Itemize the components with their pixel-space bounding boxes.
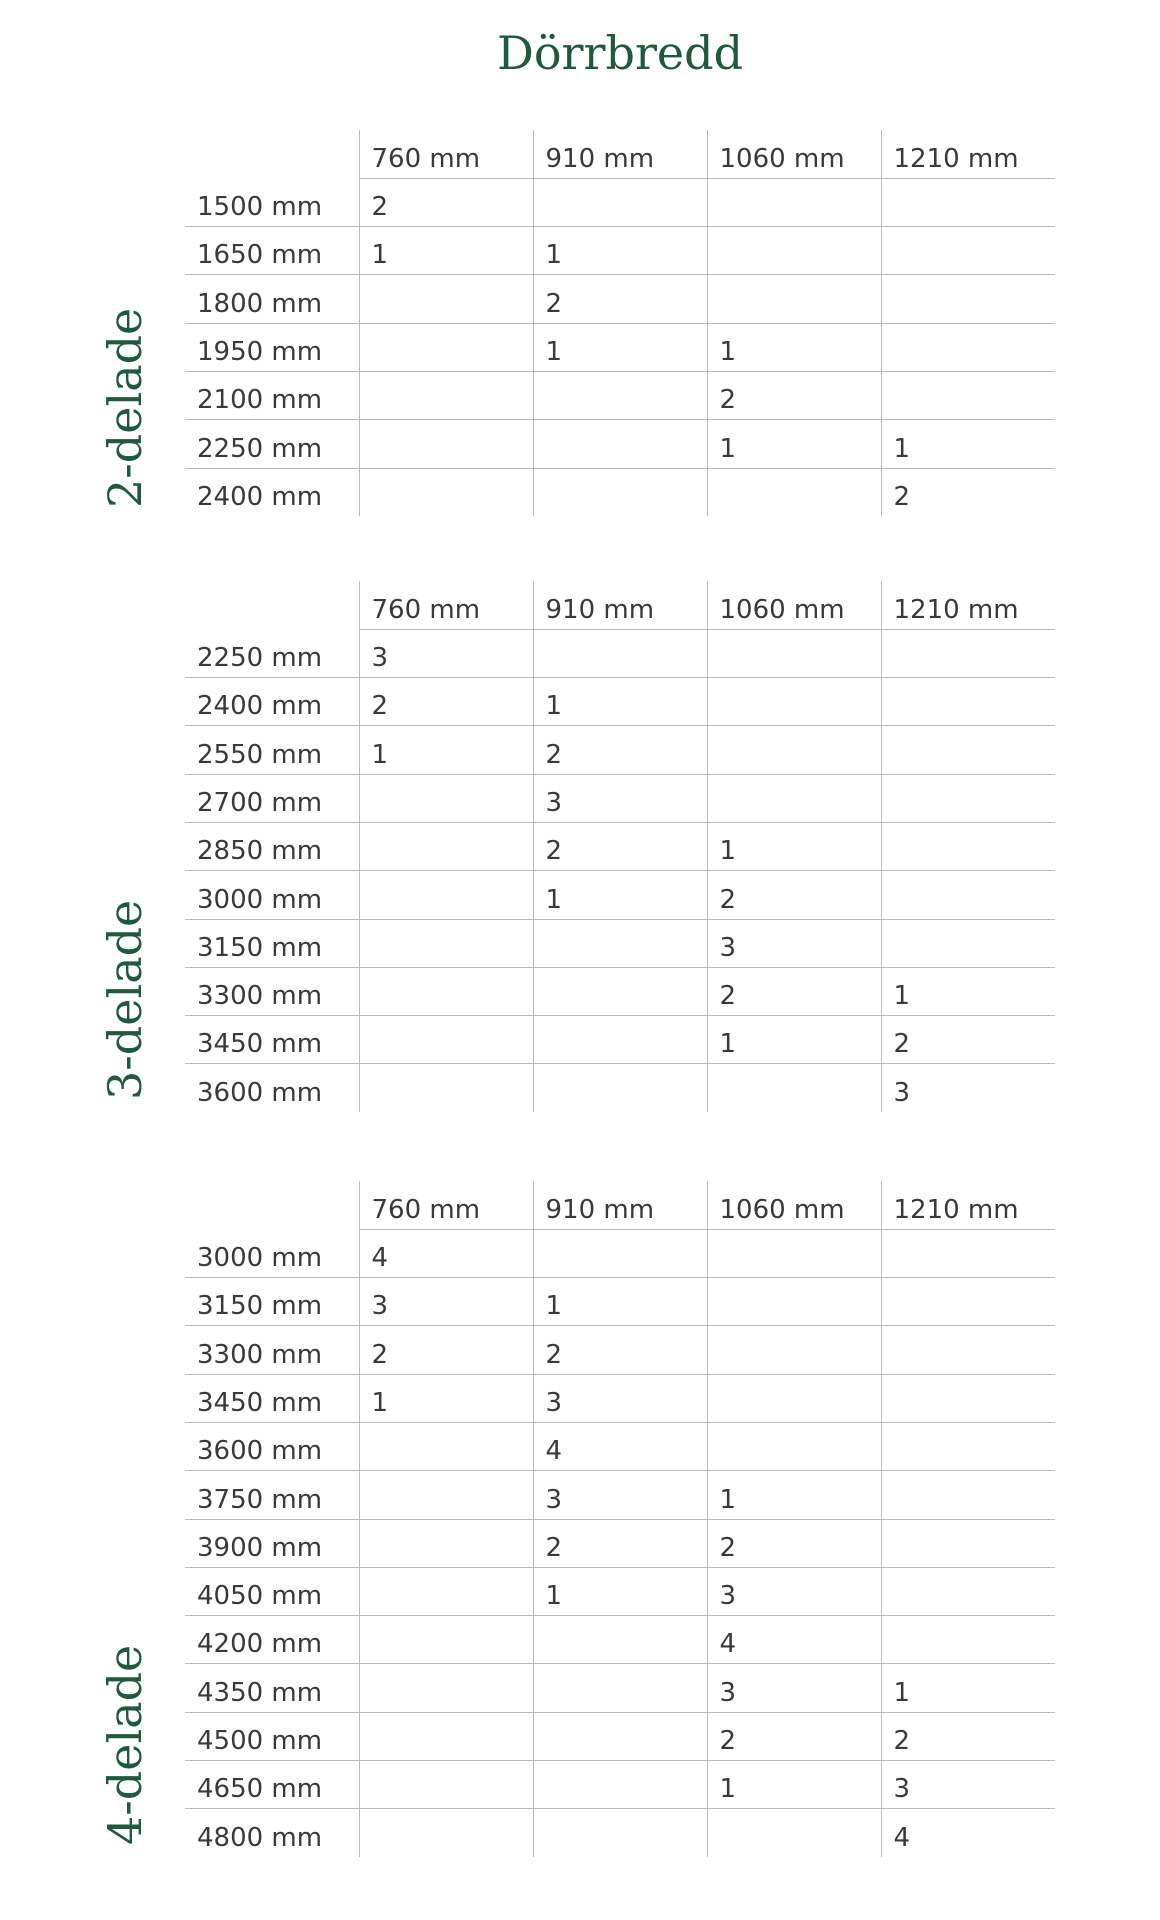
panel-count-cell: 1 — [707, 822, 881, 870]
row-width-label: 3000 mm — [185, 1229, 359, 1277]
panel-count-cell — [533, 919, 707, 967]
panel-count-cell: 2 — [533, 275, 707, 323]
panel-count-cell: 2 — [359, 178, 533, 226]
row-width-label: 3300 mm — [185, 1326, 359, 1374]
table-row — [185, 1519, 1055, 1567]
panel-count-cell — [359, 1519, 533, 1567]
panel-count-cell: 1 — [359, 1374, 533, 1422]
panel-count-cell — [359, 1664, 533, 1712]
row-width-label: 3450 mm — [185, 1016, 359, 1064]
row-width-label: 3600 mm — [197, 1078, 323, 1109]
panel-count-cell — [359, 371, 533, 419]
table-row — [185, 1278, 1055, 1326]
panel-count-cell: 2 — [881, 468, 1055, 516]
table-header-row — [185, 581, 1055, 629]
panel-count-cell: 1 — [533, 227, 707, 275]
header-corner — [185, 581, 359, 629]
row-width-label: 4350 mm — [185, 1664, 359, 1712]
column-header: 1060 mm — [707, 1181, 881, 1229]
table-row — [185, 371, 1055, 419]
panel-count-cell: 1 — [359, 726, 533, 774]
panel-count-cell: 3 — [707, 919, 881, 967]
column-header: 1060 mm — [707, 581, 881, 629]
panel-count-cell: 3 — [533, 1374, 707, 1422]
row-width-label: 3450 mm — [185, 1374, 359, 1422]
table-row — [185, 468, 1055, 516]
table-row — [185, 678, 1055, 726]
panel-count-cell: 1 — [881, 967, 1055, 1015]
panel-count-cell — [881, 822, 1055, 870]
panel-count-cell: 2 — [359, 678, 533, 726]
panel-count-cell — [533, 629, 707, 677]
column-header: 1210 mm — [881, 130, 1055, 178]
panel-count-cell: 1 — [707, 1761, 881, 1809]
panel-count-cell: 1 — [881, 420, 1055, 468]
panel-count-cell: 1 — [707, 323, 881, 371]
row-width-label: 2400 mm — [185, 678, 359, 726]
panel-count-cell — [359, 774, 533, 822]
panel-count-cell — [359, 1809, 533, 1857]
table-row — [185, 1761, 1055, 1809]
panel-count-cell — [533, 1664, 707, 1712]
panel-count-cell: 2 — [359, 1326, 533, 1374]
panel-count-cell — [881, 1616, 1055, 1664]
table-row — [185, 774, 1055, 822]
table-row — [185, 1567, 1055, 1615]
panel-count-cell — [533, 420, 707, 468]
panel-count-cell: 1 — [533, 1567, 707, 1615]
panel-count-cell — [359, 1016, 533, 1064]
panel-count-cell — [707, 1229, 881, 1277]
panel-count-cell — [881, 1278, 1055, 1326]
column-header: 760 mm — [359, 130, 533, 178]
panel-count-cell — [881, 323, 1055, 371]
table-row — [185, 1229, 1055, 1277]
table-row — [185, 227, 1055, 275]
panel-count-cell — [707, 774, 881, 822]
panel-count-cell — [881, 1229, 1055, 1277]
panel-count-cell — [359, 1422, 533, 1470]
panel-count-cell — [359, 1064, 533, 1112]
panel-count-cell — [881, 178, 1055, 226]
panel-count-cell — [881, 871, 1055, 919]
panel-count-cell — [881, 1519, 1055, 1567]
row-width-label: 2700 mm — [185, 774, 359, 822]
table-row — [185, 178, 1055, 226]
table-row — [185, 1326, 1055, 1374]
table-row — [185, 1471, 1055, 1519]
panel-count-cell — [707, 1809, 881, 1857]
door-width-table — [185, 130, 1055, 516]
row-width-label: 4800 mm — [197, 1823, 323, 1854]
panel-count-cell: 2 — [881, 1712, 1055, 1760]
table-row — [185, 323, 1055, 371]
table-row — [185, 1809, 1055, 1857]
panel-count-cell — [359, 420, 533, 468]
row-width-label: 2550 mm — [185, 726, 359, 774]
panel-count-cell — [881, 371, 1055, 419]
table-row — [185, 1374, 1055, 1422]
panel-count-cell: 1 — [533, 871, 707, 919]
panel-count-cell: 1 — [533, 323, 707, 371]
row-width-label: 4200 mm — [185, 1616, 359, 1664]
panel-count-cell — [881, 1374, 1055, 1422]
panel-count-cell: 2 — [533, 726, 707, 774]
panel-count-cell — [707, 468, 881, 516]
panel-count-cell — [881, 1326, 1055, 1374]
column-header: 1060 mm — [707, 130, 881, 178]
row-width-label: 2250 mm — [185, 420, 359, 468]
panel-count-cell: 3 — [707, 1567, 881, 1615]
panel-count-cell — [881, 227, 1055, 275]
panel-count-cell — [533, 1616, 707, 1664]
panel-count-cell: 1 — [707, 420, 881, 468]
table-row — [185, 1616, 1055, 1664]
section-label: 4-delade — [98, 1644, 152, 1845]
header-corner — [185, 1181, 359, 1229]
row-width-label: 1950 mm — [185, 323, 359, 371]
row-width-label: 4050 mm — [185, 1567, 359, 1615]
row-width-label: 4650 mm — [185, 1761, 359, 1809]
panel-count-cell — [707, 1064, 881, 1112]
panel-count-cell: 3 — [359, 1278, 533, 1326]
panel-count-cell: 2 — [881, 1016, 1055, 1064]
table-header-row — [185, 1181, 1055, 1229]
panel-count-cell — [533, 371, 707, 419]
column-header: 760 mm — [359, 581, 533, 629]
table-row — [185, 871, 1055, 919]
panel-count-cell — [881, 774, 1055, 822]
panel-count-cell — [707, 275, 881, 323]
panel-count-cell: 4 — [707, 1616, 881, 1664]
panel-count-cell — [533, 468, 707, 516]
panel-count-cell — [533, 1229, 707, 1277]
panel-count-cell — [359, 468, 533, 516]
panel-count-cell — [881, 726, 1055, 774]
panel-count-cell — [533, 1761, 707, 1809]
row-width-label: 3150 mm — [185, 919, 359, 967]
column-header: 910 mm — [533, 1181, 707, 1229]
panel-count-cell — [359, 967, 533, 1015]
header-corner — [185, 130, 359, 178]
row-width-label: 2250 mm — [185, 629, 359, 677]
panel-count-cell: 3 — [881, 1064, 1055, 1112]
panel-count-cell: 2 — [707, 871, 881, 919]
row-width-label: 1500 mm — [185, 178, 359, 226]
panel-count-cell: 4 — [533, 1422, 707, 1470]
panel-count-cell: 1 — [707, 1016, 881, 1064]
panel-count-cell — [707, 227, 881, 275]
panel-count-cell — [359, 1567, 533, 1615]
column-header: 760 mm — [359, 1181, 533, 1229]
panel-count-cell — [881, 919, 1055, 967]
panel-count-cell — [881, 629, 1055, 677]
page-title: Dörrbredd — [496, 26, 744, 80]
door-width-table — [185, 581, 1055, 1112]
table-row — [185, 919, 1055, 967]
panel-count-cell — [359, 822, 533, 870]
panel-count-cell: 3 — [533, 774, 707, 822]
panel-count-cell — [707, 1278, 881, 1326]
column-header: 1210 mm — [881, 1181, 1055, 1229]
table-row — [185, 822, 1055, 870]
panel-count-cell — [707, 1326, 881, 1374]
row-width-label: 3000 mm — [185, 871, 359, 919]
panel-count-cell: 1 — [533, 1278, 707, 1326]
section-label: 2-delade — [98, 307, 152, 508]
panel-count-cell: 4 — [359, 1229, 533, 1277]
panel-count-cell: 1 — [881, 1664, 1055, 1712]
panel-count-cell — [359, 871, 533, 919]
table-row — [185, 420, 1055, 468]
row-width-label: 3600 mm — [185, 1422, 359, 1470]
row-width-label: 3150 mm — [185, 1278, 359, 1326]
panel-count-cell: 2 — [533, 822, 707, 870]
panel-count-cell — [533, 967, 707, 1015]
row-width-label: 3750 mm — [185, 1471, 359, 1519]
panel-count-cell — [881, 1567, 1055, 1615]
table-row — [185, 1712, 1055, 1760]
panel-count-cell — [359, 1471, 533, 1519]
table-row — [185, 275, 1055, 323]
row-width-label: 2100 mm — [185, 371, 359, 419]
row-width-label: 3300 mm — [185, 967, 359, 1015]
table-row — [185, 1064, 1055, 1112]
panel-count-cell — [359, 323, 533, 371]
panel-count-cell: 2 — [707, 967, 881, 1015]
panel-count-cell — [359, 1616, 533, 1664]
column-header: 910 mm — [533, 130, 707, 178]
panel-count-cell — [881, 275, 1055, 323]
panel-count-cell — [359, 275, 533, 323]
panel-count-cell: 4 — [881, 1809, 1055, 1857]
row-width-label: 3900 mm — [185, 1519, 359, 1567]
panel-count-cell — [533, 1016, 707, 1064]
panel-count-cell: 2 — [533, 1519, 707, 1567]
column-header: 910 mm — [533, 581, 707, 629]
panel-count-cell: 1 — [359, 227, 533, 275]
panel-count-cell: 3 — [881, 1761, 1055, 1809]
panel-count-cell: 2 — [707, 371, 881, 419]
panel-count-cell — [707, 178, 881, 226]
panel-count-cell — [707, 678, 881, 726]
table-header-row — [185, 130, 1055, 178]
panel-count-cell: 2 — [533, 1326, 707, 1374]
panel-count-cell — [359, 919, 533, 967]
panel-count-cell — [533, 1809, 707, 1857]
panel-count-cell — [881, 1422, 1055, 1470]
panel-count-cell: 3 — [707, 1664, 881, 1712]
table-row — [185, 1422, 1055, 1470]
panel-count-cell: 1 — [533, 678, 707, 726]
panel-count-cell — [533, 1712, 707, 1760]
table-row — [185, 1664, 1055, 1712]
panel-count-cell: 2 — [707, 1712, 881, 1760]
panel-count-cell — [881, 678, 1055, 726]
section-label: 3-delade — [98, 899, 152, 1100]
row-width-label: 2850 mm — [185, 822, 359, 870]
panel-count-cell: 3 — [359, 629, 533, 677]
table-row — [185, 1016, 1055, 1064]
panel-count-cell — [707, 629, 881, 677]
panel-count-cell — [533, 178, 707, 226]
table-row — [185, 967, 1055, 1015]
panel-count-cell — [707, 1422, 881, 1470]
door-width-table — [185, 1181, 1055, 1857]
panel-count-cell — [533, 1064, 707, 1112]
panel-count-cell — [359, 1761, 533, 1809]
panel-count-cell — [881, 1471, 1055, 1519]
panel-count-cell: 3 — [533, 1471, 707, 1519]
panel-count-cell: 2 — [707, 1519, 881, 1567]
row-width-label: 2400 mm — [197, 482, 323, 513]
panel-count-cell: 1 — [707, 1471, 881, 1519]
panel-count-cell — [359, 1712, 533, 1760]
row-width-label: 1650 mm — [185, 227, 359, 275]
row-width-label: 4500 mm — [185, 1712, 359, 1760]
panel-count-cell — [707, 726, 881, 774]
table-row — [185, 726, 1055, 774]
row-width-label: 1800 mm — [185, 275, 359, 323]
column-header: 1210 mm — [881, 581, 1055, 629]
panel-count-cell — [707, 1374, 881, 1422]
table-row — [185, 629, 1055, 677]
